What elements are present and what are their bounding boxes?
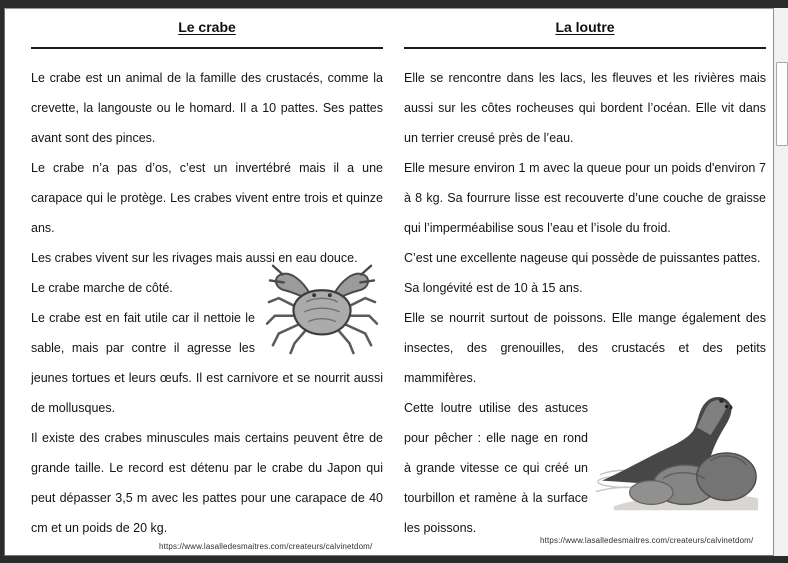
article-otter-body [404,63,766,543]
paragraph: Le crabe est un animal de la famille des crustacés, comme la crevette, la langouste ou le homard. Il a 10 pattes. Ses pattes avant sont des pinces. [31,71,383,145]
document-page [4,8,773,556]
paragraph [31,273,383,303]
otter-drawing-image [594,389,764,511]
title-rule [31,47,383,49]
otter-illustration [594,393,766,511]
title-rule [404,47,766,49]
scrollbar-track[interactable] [773,8,788,556]
article-otter-title: La loutre [555,19,615,35]
article-crab [31,19,383,553]
crab-engraving-image [263,251,381,357]
paragraph: Elle se rencontre dans les lacs, les fleuves et les rivières mais aussi sur les côtes rocheuses qui bordent l’océan. Elle vit dans un terrier creusé près de l’eau. [404,71,766,145]
paragraph-text: Cette loutre utilise des astuces pour pêcher : elle nage en rond à grande vitesse ce qui créé un tourbillon et ramène à la surface les poissons. [404,401,588,535]
paragraph-text: Le crabe marche de côté. [31,281,173,295]
paragraph: Le crabe est en fait utile car il nettoie le sable, mais par contre il agresse les jeunes tortues et leurs œufs. Il est carnivore et se nourrit aussi de mollusques. [31,311,383,415]
article-crab-title: Le crabe [178,19,236,35]
paragraph: Sa longévité est de 10 à 15 ans. [404,281,583,295]
scrollbar-thumb[interactable] [776,62,788,146]
paragraph: Le crabe n’a pas d’os, c’est un invertébré mais il a une carapace qui le protège. Les crabes vivent entre trois et quinze ans. [31,161,383,235]
paragraph: Il existe des crabes minuscules mais certains peuvent être de grande taille. Le record est détenu par le crabe du Japon qui peut dépasser 3,5 m avec les pattes pour une carapace de 40 cm et un poids de 20 kg. [31,431,383,535]
paragraph: Les crabes vivent sur les rivages mais aussi en eau douce. [31,251,358,265]
paragraph: Elle mesure environ 1 m avec la queue pour un poids d'environ 7 à 8 kg. Sa fourrure lisse est recouverte d’une couche de graisse qui l’imperméabilise sous l’eau et l’isole du froid. [404,161,766,235]
article-crab-body [31,63,383,543]
crab-illustration [263,273,383,361]
source-url: https://www.lasalledesmaitres.com/createurs/calvinetdom/ [159,542,373,551]
article-otter [404,19,766,553]
source-url: https://www.lasalledesmaitres.com/createurs/calvinetdom/ [540,536,754,545]
paragraph: C’est une excellente nageuse qui possède de puissantes pattes. [404,251,761,265]
paragraph [404,393,766,543]
paragraph: Elle se nourrit surtout de poissons. Elle mange également des insectes, des grenouilles, des crustacés et des petits mammifères. [404,311,766,385]
